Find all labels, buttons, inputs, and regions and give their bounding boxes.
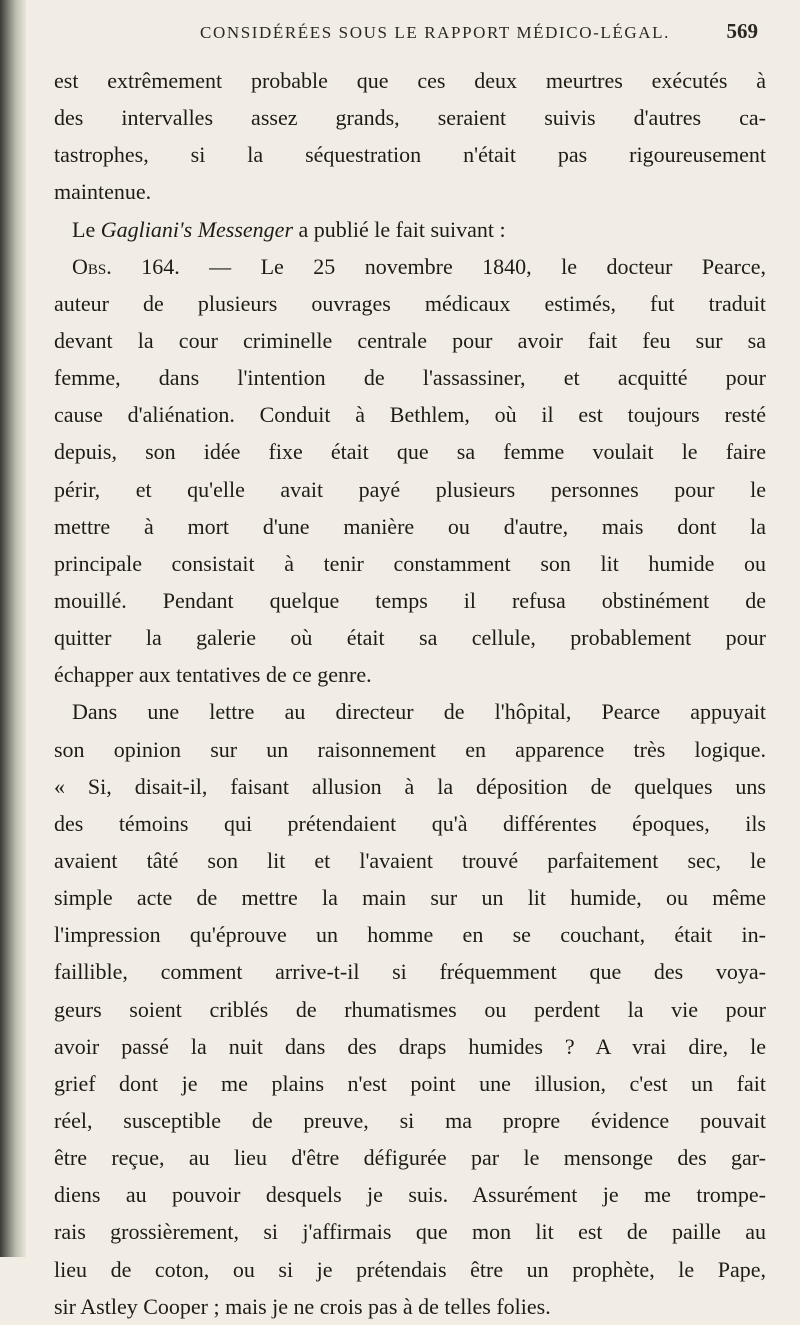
text-line: son opinion sur un raisonnement en apparence très logique. xyxy=(54,736,766,762)
text-line: diens au pouvoir desquels je suis. Assurément je me trompe- xyxy=(54,1182,766,1208)
newspaper-title: Gagliani's Messenger xyxy=(100,216,293,242)
text-line: mouillé. Pendant quelque temps il refusa obstinément de xyxy=(54,587,766,613)
text-line: avoir passé la nuit dans des draps humides ? A vrai dire, le xyxy=(54,1033,766,1059)
text-line: lieu de coton, ou si je prétendais être un prophète, le Pape, xyxy=(54,1256,766,1282)
text-line: mettre à mort d'une manière ou d'autre, mais dont la xyxy=(54,513,766,539)
text-line: sir Astley Cooper ; mais je ne crois pas à de telles folies. xyxy=(54,1293,551,1319)
text-line: devant la cour criminelle centrale pour avoir fait feu sur sa xyxy=(54,327,766,353)
body-text xyxy=(54,62,766,1325)
observation-label: Obs. xyxy=(72,253,112,279)
text-line: grief dont je me plains n'est point une illusion, c'est un fait xyxy=(54,1070,766,1096)
text-line: échapper aux tentatives de ce genre. xyxy=(54,662,372,688)
running-head xyxy=(200,13,760,53)
text-line: maintenue. xyxy=(54,179,152,205)
text-line: tastrophes, si la séquestration n'était pas rigoureusement xyxy=(54,142,766,168)
observation-text: 164. — Le 25 novembre 1840, le docteur Pearce, xyxy=(111,253,766,279)
running-title: CONSIDÉRÉES SOUS LE RAPPORT MÉDICO-LÉGAL. xyxy=(200,23,670,42)
text-line: des intervalles assez grands, seraient suivis d'autres ca- xyxy=(54,105,766,131)
text-line: « Si, disait-il, faisant allusion à la déposition de quelques uns xyxy=(54,773,766,799)
text-line: principale consistait à tenir constamment son lit humide ou xyxy=(54,550,766,576)
text-line: simple acte de mettre la main sur un lit humide, ou même xyxy=(54,885,766,911)
text-line: Dans une lettre au directeur de l'hôpital, Pearce appuyait xyxy=(72,699,766,725)
text-line: est extrêmement probable que ces deux meurtres exécutés à xyxy=(54,68,766,93)
text-line: périr, et qu'elle avait payé plusieurs personnes pour le xyxy=(54,476,766,502)
messenger-prefix: Le xyxy=(72,216,101,242)
text-line: avaient tâté son lit et l'avaient trouvé parfaitement sec, le xyxy=(54,847,766,873)
text-line: auteur de plusieurs ouvrages médicaux estimés, fut traduit xyxy=(54,290,766,316)
text-line: l'impression qu'éprouve un homme en se couchant, était in- xyxy=(54,922,766,948)
messenger-suffix: a publié le fait suivant : xyxy=(293,216,506,242)
text-line: femme, dans l'intention de l'assassiner, et acquitté pour xyxy=(54,365,766,391)
messenger-line xyxy=(54,211,766,248)
text-line: des témoins qui prétendaient qu'à différentes époques, ils xyxy=(54,810,766,836)
binding-shadow xyxy=(0,0,26,1257)
observation-line xyxy=(54,248,766,285)
text-line: cause d'aliénation. Conduit à Bethlem, où il est toujours resté xyxy=(54,402,766,428)
text-line: être reçue, au lieu d'être défigurée par le mensonge des gar- xyxy=(54,1145,766,1171)
text-line: rais grossièrement, si j'affirmais que mon lit est de paille au xyxy=(54,1219,766,1245)
page-number: 569 xyxy=(726,19,758,43)
text-line: réel, susceptible de preuve, si ma propre évidence pouvait xyxy=(54,1107,766,1133)
text-line: geurs soient criblés de rhumatismes ou perdent la vie pour xyxy=(54,996,766,1022)
text-line: quitter la galerie où était sa cellule, probablement pour xyxy=(54,625,766,651)
text-line: depuis, son idée fixe était que sa femme voulait le faire xyxy=(54,439,766,465)
text-line: faillible, comment arrive-t-il si fréquemment que des voya- xyxy=(54,959,766,985)
